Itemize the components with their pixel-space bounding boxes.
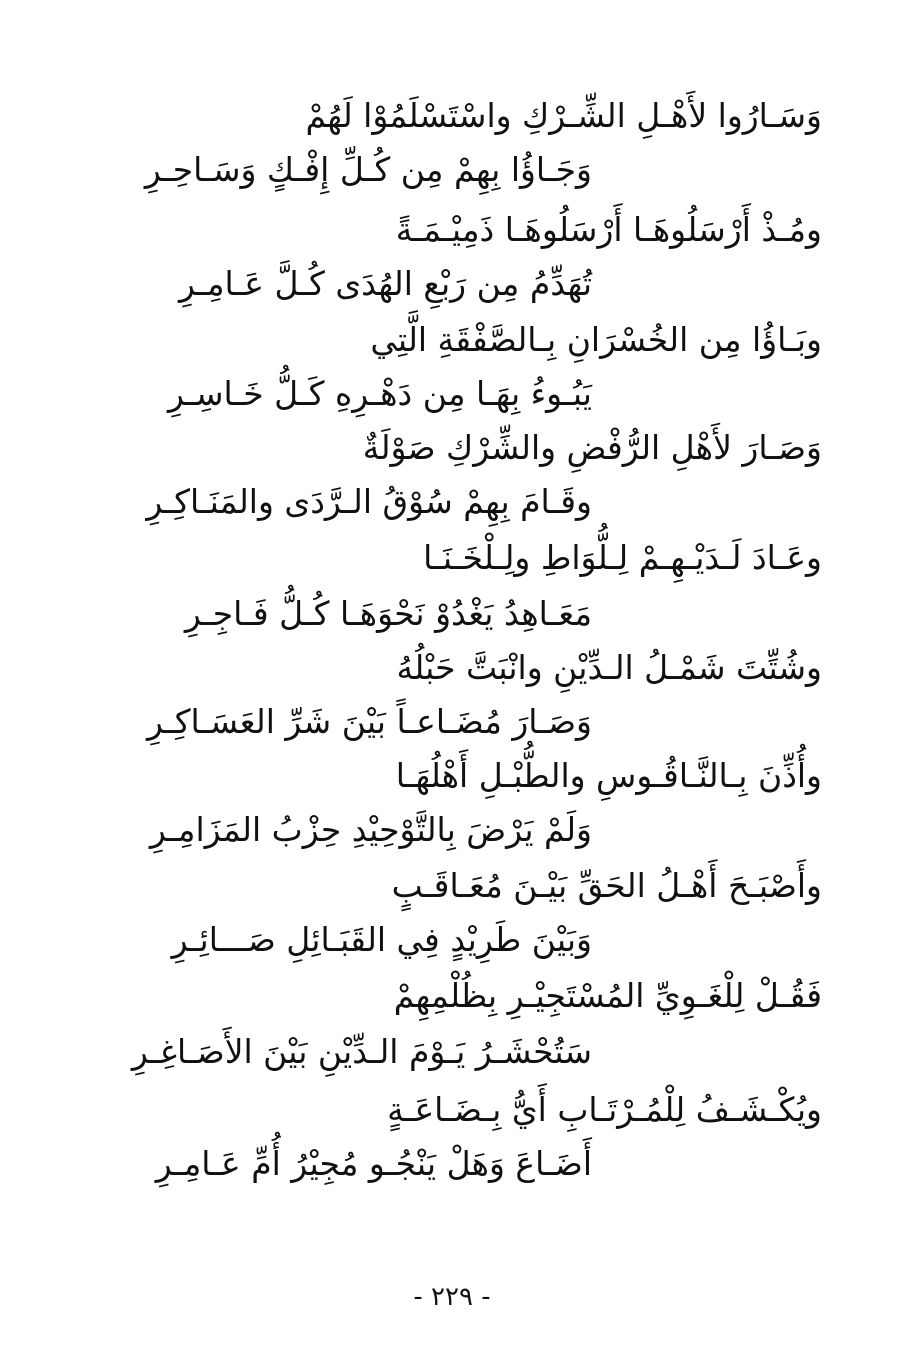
verse-line: فَقُـلْ لِلْغَـوِيِّ المُسْتَجِيْـرِ بِظُلْمِهِمْ	[393, 976, 822, 1015]
verse-line: وبَـاؤُا مِن الخُسْرَانِ بِـالصَّفْقَةِ الَّتِي	[370, 320, 822, 359]
verse-line: وَسَـارُوا لأَهْـلِ الشِّـرْكِ واسْتَسْلَمُوْا لَهُمْ	[305, 96, 822, 135]
verse-line: وشُتِّتَ شَمْـلُ الـدِّيْنِ وانْبَتَّ حَبْلُهُ	[396, 648, 822, 687]
verse-line: وَلَمْ يَرْضَ بِالتَّوْحِيْدِ حِزْبُ المَزَامِـرِ	[149, 810, 592, 849]
verse-line: تُهَدِّمُ مِن رَبْعِ الهُدَى كُـلَّ عَـامِـرِ	[179, 264, 592, 303]
verse-line: وَصَـارَ مُضَـاعـاً بَيْنَ شَرِّ العَسَـاكِـرِ	[146, 702, 592, 741]
verse-line: ومُـذْ أَرْسَلُوهَـا أَرْسَلُوهَـا ذَمِيْـمَـةً	[395, 210, 822, 249]
verse-line: وَبَيْنَ طَرِيْدٍ فِي القَبَـائِلِ صَـــائِـرِ	[171, 920, 592, 959]
verse-line: وأُذِّنَ بِـالنَّـاقُـوسِ والطُّبْـلِ أَهْلُهَـا	[395, 756, 822, 795]
verse-line: أَضَـاعَ وَهَلْ يَنْجُـو مُجِيْرُ أُمِّ عَـامِـرِ	[155, 1144, 592, 1183]
verse-line: وقَـامَ بِهِمْ سُوْقُ الـرَّدَى والمَنَـاكِـرِ	[146, 482, 592, 521]
page-number: - ٢٢٩ -	[413, 1282, 491, 1312]
verse-line: وَجَـاؤُا بِهِمْ مِن كُـلِّ إِفْـكٍ وَسَـاحِـرِ	[144, 150, 592, 189]
verse-line: مَعَـاهِدُ يَغْدُوْ نَحْوَهَـا كُـلُّ فَـاجِـرِ	[184, 594, 592, 633]
verse-line: يَبُـوءُ بِهَـا مِن دَهْـرِهِ كَـلُّ خَـاسِـرِ	[167, 374, 592, 413]
verse-line: ويُكْـشَـفُ لِلْمُـرْتَـابِ أَيُّ بِـضَـاعَـةٍ	[387, 1090, 822, 1129]
verse-line: وَصَـارَ لأَهْلِ الرُّفْضِ والشِّرْكِ صَوْلَةٌ	[362, 428, 822, 467]
verse-line: وعَـادَ لَـدَيْـهِـمْ لِـلُّوَاطِ ولِـلْخَـنَـا	[423, 538, 822, 577]
verse-line: سَتُحْشَـرُ يَـوْمَ الـدِّيْنِ بَيْنَ الأَصَـاغِـرِ	[131, 1032, 592, 1071]
verse-line: وأَصْبَـحَ أَهْـلُ الحَقِّ بَيْـنَ مُعَـاقَـبٍ	[391, 866, 822, 905]
